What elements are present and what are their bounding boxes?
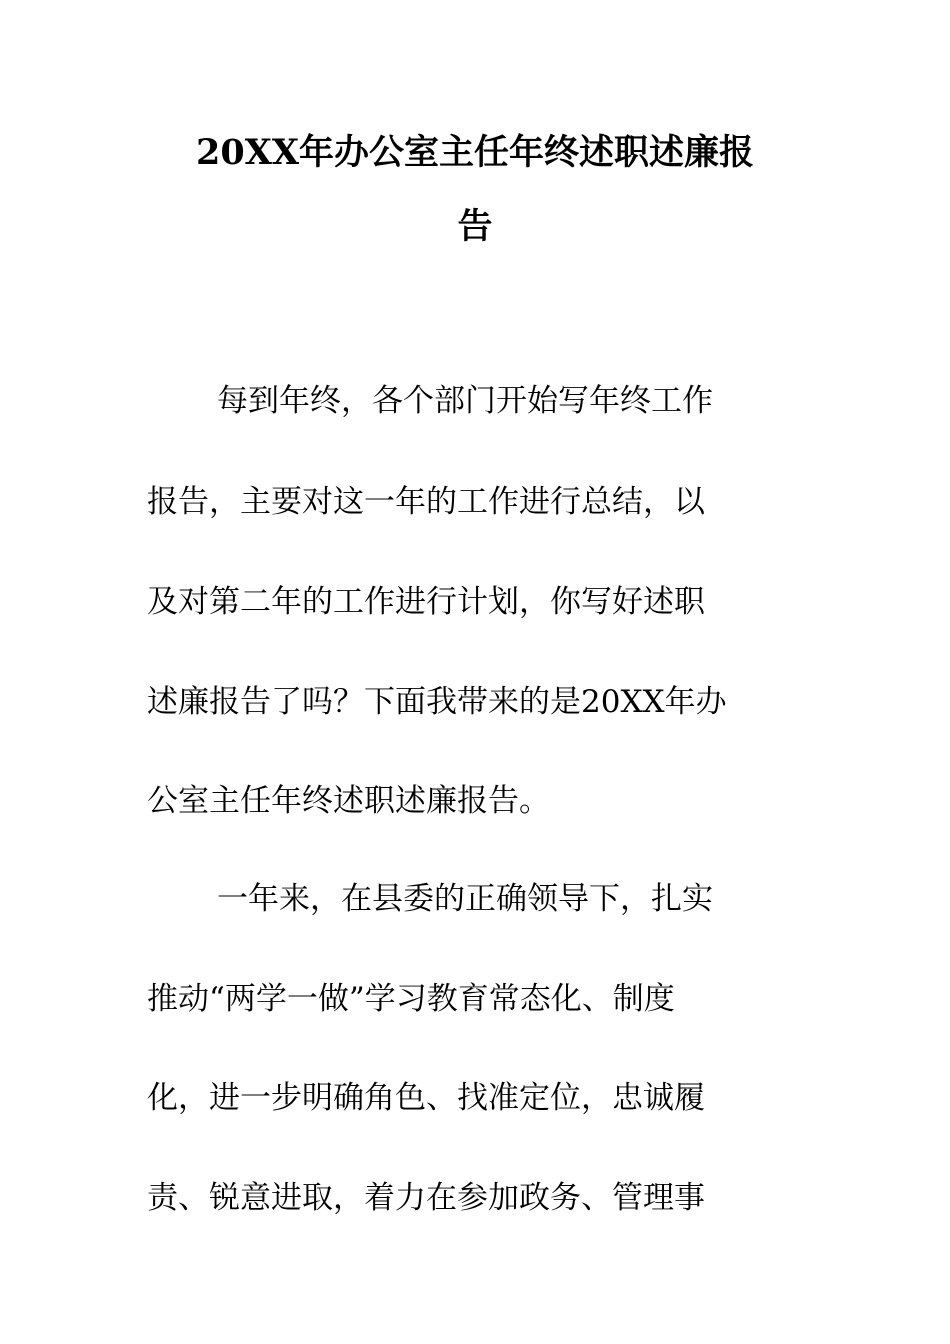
document-title-line-1: 20XX年办公室主任年终述职述廉报 <box>195 132 755 173</box>
paragraph-2-line-1: 一年来，在县委的正确领导下，扎实 <box>217 881 713 917</box>
paragraph-2-line-2: 推动“两学一做”学习教育常态化、制度 <box>147 981 675 1017</box>
paragraph-1-line-2: 报告，主要对这一年的工作进行总结，以 <box>147 484 705 520</box>
paragraph-1-line-3: 及对第二年的工作进行计划，你写好述职 <box>147 584 705 620</box>
paragraph-2-line-3: 化，进一步明确角色、找准定位，忠诚履 <box>147 1080 705 1116</box>
document-title-line-2: 告 <box>457 206 493 247</box>
paragraph-1-line-5: 公室主任年终述职述廉报告。 <box>147 783 550 819</box>
paragraph-1-line-4: 述廉报告了吗？下面我带来的是20XX年办 <box>147 684 727 720</box>
paragraph-2-line-4: 责、锐意进取，着力在参加政务、管理事 <box>147 1180 705 1216</box>
paragraph-1-line-1: 每到年终，各个部门开始写年终工作 <box>217 383 713 419</box>
